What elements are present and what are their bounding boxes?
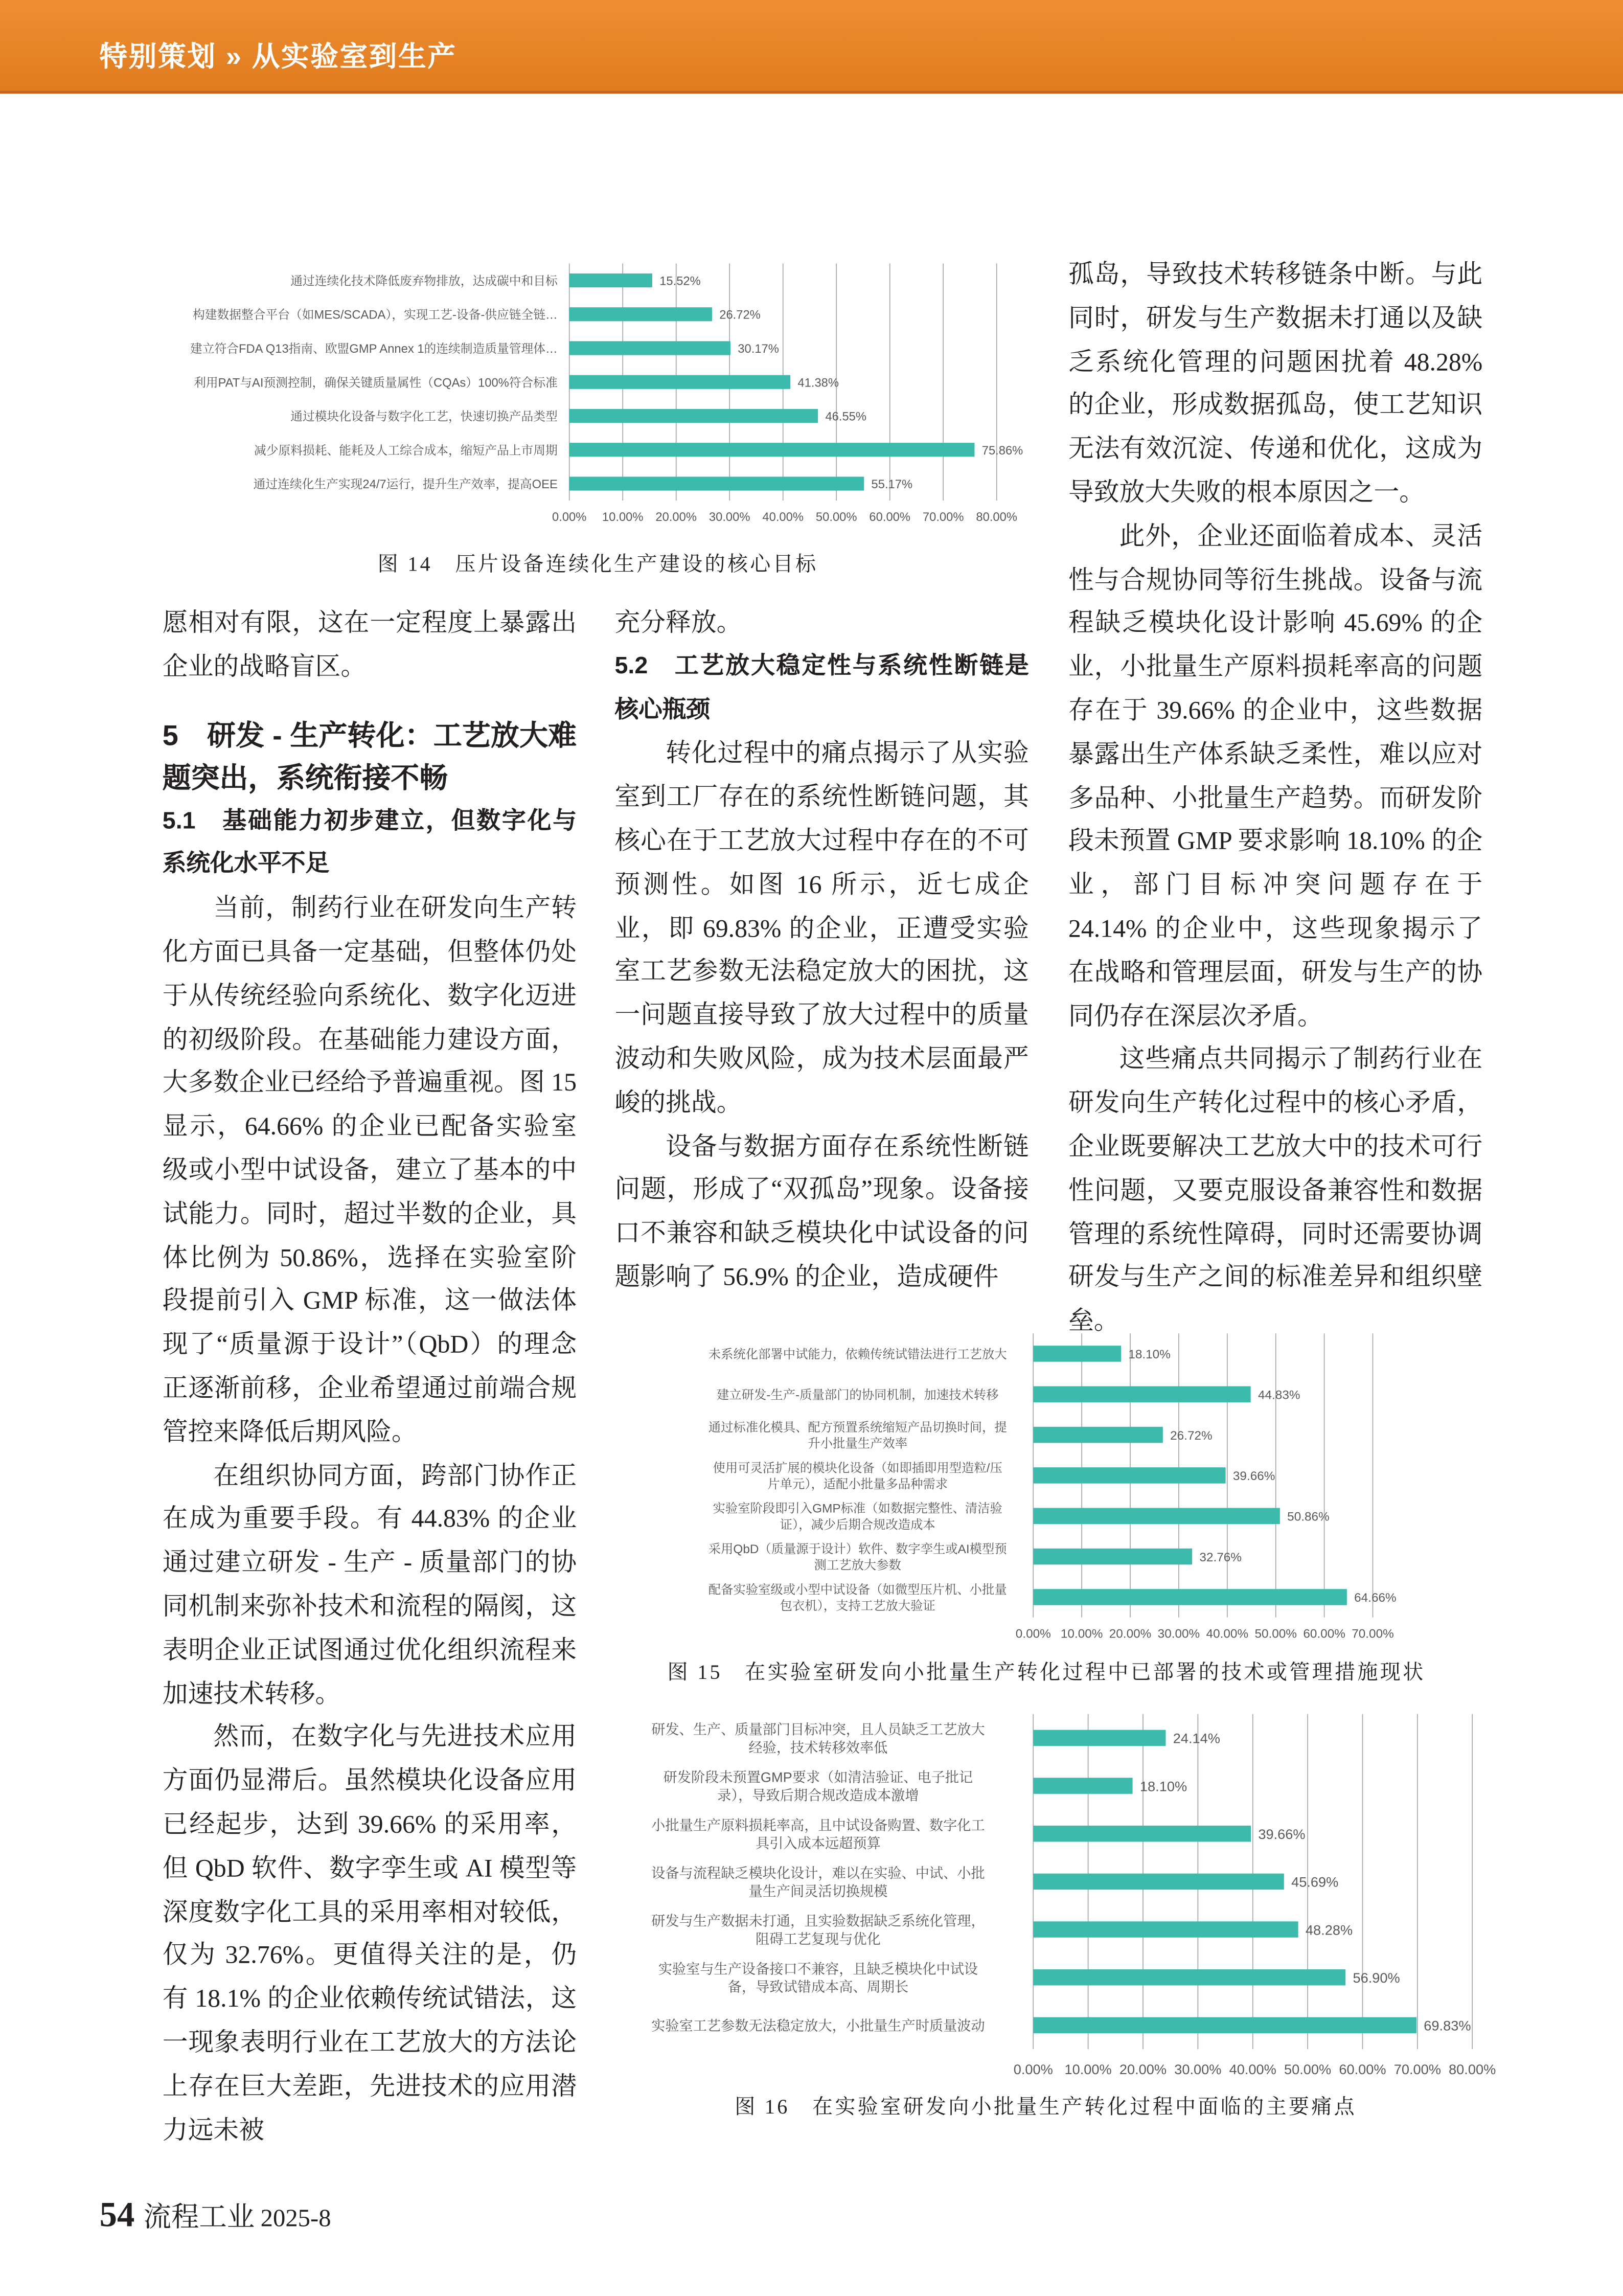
x-tick-label: 10.00%	[1060, 1627, 1103, 1641]
data-label: 32.76%	[1199, 1550, 1242, 1564]
bar	[1033, 1874, 1284, 1890]
data-label: 39.66%	[1258, 1826, 1306, 1843]
caption-fig16: 图 16 在实验室研发向小批量生产转化过程中面临的主要痛点	[735, 2097, 1357, 2120]
data-label: 44.83%	[1258, 1388, 1300, 1402]
category-label: 实验室阶段即引入GMP标准（如数据完整性、清洁验证），减少后期合规改造成本	[713, 1502, 1002, 1532]
category-label: 研发、生产、质量部门目标冲突，且人员缺乏工艺放大经验，技术转移效率低	[651, 1721, 985, 1756]
data-label: 26.72%	[1170, 1428, 1213, 1443]
paragraph: 转化过程中的痛点揭示了从实验室到工厂存在的系统性断链问题，其核心在于工艺放大过程中存在的不可预测性。如图 16 所示，近七成企业，即 69.83% 的企业，正遭受实验室工艺参数无法稳定放大的困扰，这一问题直接导致了放大过程中的质量波动和失败风险，成为技术层面最严峻的挑战。	[614, 738, 1029, 1117]
category-label: 实验室工艺参数无法稳定放大，小批量生产时质量波动	[651, 2017, 985, 2034]
x-tick-label: 50.00%	[1284, 2061, 1332, 2077]
x-tick-label: 20.00%	[1109, 1627, 1152, 1641]
paragraph: 此外，企业还面临着成本、灵活性与合规协同等衍生挑战。设备与流程缺乏模块化设计影响 45.69% 的企业，小批量生产原料损耗率高的问题存在于 39.66% 的企业中，这些数据暴露出生产体系缺乏柔性，难以应对多品种、小批量生产趋势。而研发阶段未预置 GMP 要求影响 18.10% 的企业，部门目标冲突问题存在于 24.14% 的企业中，这些现象揭示了在战略和管理层面，研发与生产的协同仍存在深层次矛盾。	[1068, 520, 1483, 1030]
x-tick-label: 50.00%	[815, 510, 857, 525]
category-label: 通过模块化设备与数字化工艺，快速切换产品类型	[290, 410, 558, 424]
x-tick-label: 70.00%	[1393, 2061, 1441, 2077]
page-number: 54	[99, 2197, 135, 2235]
category-label: 建立研发-生产-质量部门的协同机制，加速技术转移	[716, 1388, 999, 1402]
caption-fig15: 图 15 在实验室研发向小批量生产转化过程中已部署的技术或管理措施现状	[667, 1663, 1426, 1685]
category-label: 采用QbD（质量源于设计）软件、数字孪生或AI模型预测工艺放大参数	[708, 1542, 1007, 1573]
data-label: 15.52%	[659, 274, 701, 288]
category-label: 未系统化部署中试能力，依赖传统试错法进行工艺放大	[708, 1348, 1007, 1362]
category-label: 建立符合FDA Q13指南、欧盟GMP Annex 1的连续制造质量管理体…	[190, 342, 558, 356]
category-label: 通过标准化模具、配方预置系统缩短产品切换时间，提升小批量生产效率	[708, 1420, 1007, 1451]
x-tick-label: 30.00%	[708, 510, 750, 525]
subsection-heading-5-2: 5.2 工艺放大稳定性与系统性断链是核心瓶颈	[614, 652, 1029, 723]
x-tick-label: 0.00%	[1013, 2061, 1053, 2077]
x-tick-label: 80.00%	[1449, 2061, 1496, 2077]
category-label: 利用PAT与AI预测控制，确保关键质量属性（CQAs）100%符合标准	[194, 376, 558, 390]
category-label: 研发阶段未预置GMP要求（如清洁验证、电子批记录），导致后期合规改造成本激增	[663, 1769, 973, 1804]
bar	[1033, 1826, 1251, 1842]
x-tick-label: 0.00%	[1015, 1627, 1051, 1641]
data-label: 45.69%	[1291, 1874, 1339, 1890]
paragraph: 然而，在数字化与先进技术应用方面仍显滞后。虽然模块化设备应用已经起步，达到 39.66% 的采用率，但 QbD 软件、数字孪生或 AI 模型等深度数字化工具的采用率相对较低，仅为 32.76%。更值得关注的是，仍有 18.1% 的企业依赖传统试错法，这一现象表明行业在工艺放大的方法论上存在巨大差距，先进技术的应用潜力远未被	[162, 1721, 577, 2144]
x-tick-label: 80.00%	[976, 510, 1017, 525]
data-label: 48.28%	[1305, 1922, 1353, 1938]
x-tick-label: 40.00%	[1229, 2061, 1276, 2077]
bar	[1033, 1921, 1298, 1937]
x-tick-label: 30.00%	[1157, 1627, 1200, 1641]
x-tick-label: 50.00%	[1254, 1627, 1297, 1641]
x-tick-label: 40.00%	[762, 510, 804, 525]
category-label: 减少原料损耗、能耗及人工综合成本，缩短产品上市周期	[254, 443, 558, 458]
category-label: 设备与流程缺乏模块化设计，难以在实验、中试、小批量生产间灵活切换规模	[651, 1865, 985, 1899]
data-label: 75.86%	[981, 443, 1023, 458]
bar	[1033, 1730, 1165, 1746]
paragraph: 在组织协同方面，跨部门协作正在成为重要手段。有 44.83% 的企业通过建立研发 - 生产 - 质量部门的协同机制来弥补技术和流程的隔阂，这表明企业正试图通过优化组织流程来加速技术转移。	[162, 1460, 577, 1708]
category-label: 实验室与生产设备接口不兼容，且缺乏模块化中试设备，导致试错成本高、周期长	[658, 1961, 978, 1995]
data-label: 26.72%	[719, 308, 761, 322]
page-footer	[100, 2196, 331, 2237]
paragraph: 孤岛，导致技术转移链条中断。与此同时，研发与生产数据未打通以及缺乏系统化管理的问题困扰着 48.28% 的企业，形成数据孤岛，使工艺知识无法有效沉淀、传递和优化，这成为导致放大失败的根本原因之一。	[1068, 259, 1483, 507]
data-label: 56.90%	[1353, 1970, 1400, 1986]
x-tick-label: 60.00%	[869, 510, 910, 525]
data-label: 50.86%	[1287, 1510, 1330, 1524]
x-tick-label: 70.00%	[1352, 1627, 1394, 1641]
column-3	[1068, 253, 1482, 1344]
paragraph: 愿相对有限，这在一定程度上暴露出企业的战略盲区。	[162, 607, 577, 680]
x-tick-label: 0.00%	[552, 510, 587, 525]
x-tick-label: 20.00%	[1119, 2061, 1167, 2077]
data-label: 46.55%	[825, 410, 867, 424]
data-label: 24.14%	[1173, 1730, 1220, 1746]
data-label: 39.66%	[1232, 1469, 1275, 1484]
category-label: 小批量生产原料损耗率高，且中试设备购置、数字化工具引入成本远超预算	[651, 1817, 985, 1851]
subsection-heading-5-1: 5.1 基础能力初步建立，但数字化与系统化水平不足	[162, 807, 577, 878]
bar	[1033, 1778, 1132, 1793]
category-label: 研发与生产数据未打通，且实验数据缺乏系统化管理，阻碍工艺复现与优化	[651, 1913, 985, 1947]
category-label: 通过连续化技术降低废弃物排放，达成碳中和目标	[290, 274, 558, 288]
paragraph: 这些痛点共同揭示了制药行业在研发向生产转化过程中的核心矛盾，企业既要解决工艺放大中的技术可行性问题，又要克服设备兼容性和数据管理的系统性障碍，同时还需要协调研发与生产之间的标准差异和组织壁垒。	[1068, 1044, 1483, 1335]
data-label: 18.10%	[1139, 1778, 1187, 1794]
category-label: 使用可灵活扩展的模块化设备（如即插即用型造粒/压片单元），适配小批量多品种需求	[713, 1461, 1002, 1491]
category-label: 构建数据整合平台（如MES/SCADA），实现工艺-设备-供应链全链…	[192, 308, 558, 322]
x-tick-label: 20.00%	[655, 510, 697, 525]
section-heading-5: 5 研发 - 生产转化：工艺放大难题突出，系统衔接不畅	[162, 719, 577, 794]
column-1	[163, 602, 577, 2152]
x-tick-label: 60.00%	[1339, 2061, 1386, 2077]
x-tick-label: 10.00%	[1064, 2061, 1112, 2077]
paragraph: 当前，制药行业在研发向生产转化方面已具备一定基础，但整体仍处于从传统经验向系统化、数字化迈进的初级阶段。在基础能力建设方面，大多数企业已经给予普遍重视。图 15 显示，64.66% 的企业已配备实验室级或小型中试设备，建立了基本的中试能力。同时，超过半数的企业，具体比例为 50.86%，选择在实验室阶段提前引入 GMP 标准，这一做法体现了“质量源于设计”（QbD）的理念正逐渐前移，企业希望通过前端合规管控来降低后期风险。	[162, 893, 577, 1446]
x-tick-label: 30.00%	[1174, 2061, 1222, 2077]
paragraph: 充分释放。	[614, 607, 742, 637]
data-label: 64.66%	[1354, 1591, 1397, 1605]
magazine-name: 流程工业	[143, 2202, 255, 2234]
issue-number: 2025-8	[260, 2204, 331, 2233]
caption-fig14: 图 14 压片设备连续化生产建设的核心目标	[377, 555, 818, 577]
x-tick-label: 60.00%	[1303, 1627, 1345, 1641]
data-label: 69.83%	[1424, 2017, 1471, 2034]
data-label: 30.17%	[738, 342, 779, 356]
data-label: 18.10%	[1128, 1348, 1171, 1362]
category-label: 配备实验室级或小型中试设备（如微型压片机、小批量包衣机），支持工艺放大验证	[708, 1583, 1007, 1613]
bar	[1033, 2017, 1416, 2033]
category-label: 通过连续化生产实现24/7运行，提升生产效率，提高OEE	[253, 478, 558, 492]
data-label: 41.38%	[797, 376, 839, 390]
data-label: 55.17%	[871, 478, 913, 492]
x-tick-label: 40.00%	[1206, 1627, 1249, 1641]
x-tick-label: 70.00%	[922, 510, 964, 525]
section-title: 特别策划 » 从实验室到生产	[99, 42, 457, 74]
bar	[1033, 1969, 1345, 1985]
paragraph: 设备与数据方面存在系统性断链问题，形成了“双孤岛”现象。设备接口不兼容和缺乏模块化中试设备的问题影响了 56.9% 的企业，造成硬件	[614, 1130, 1029, 1291]
column-2	[614, 602, 1028, 1300]
x-tick-label: 10.00%	[602, 510, 644, 525]
